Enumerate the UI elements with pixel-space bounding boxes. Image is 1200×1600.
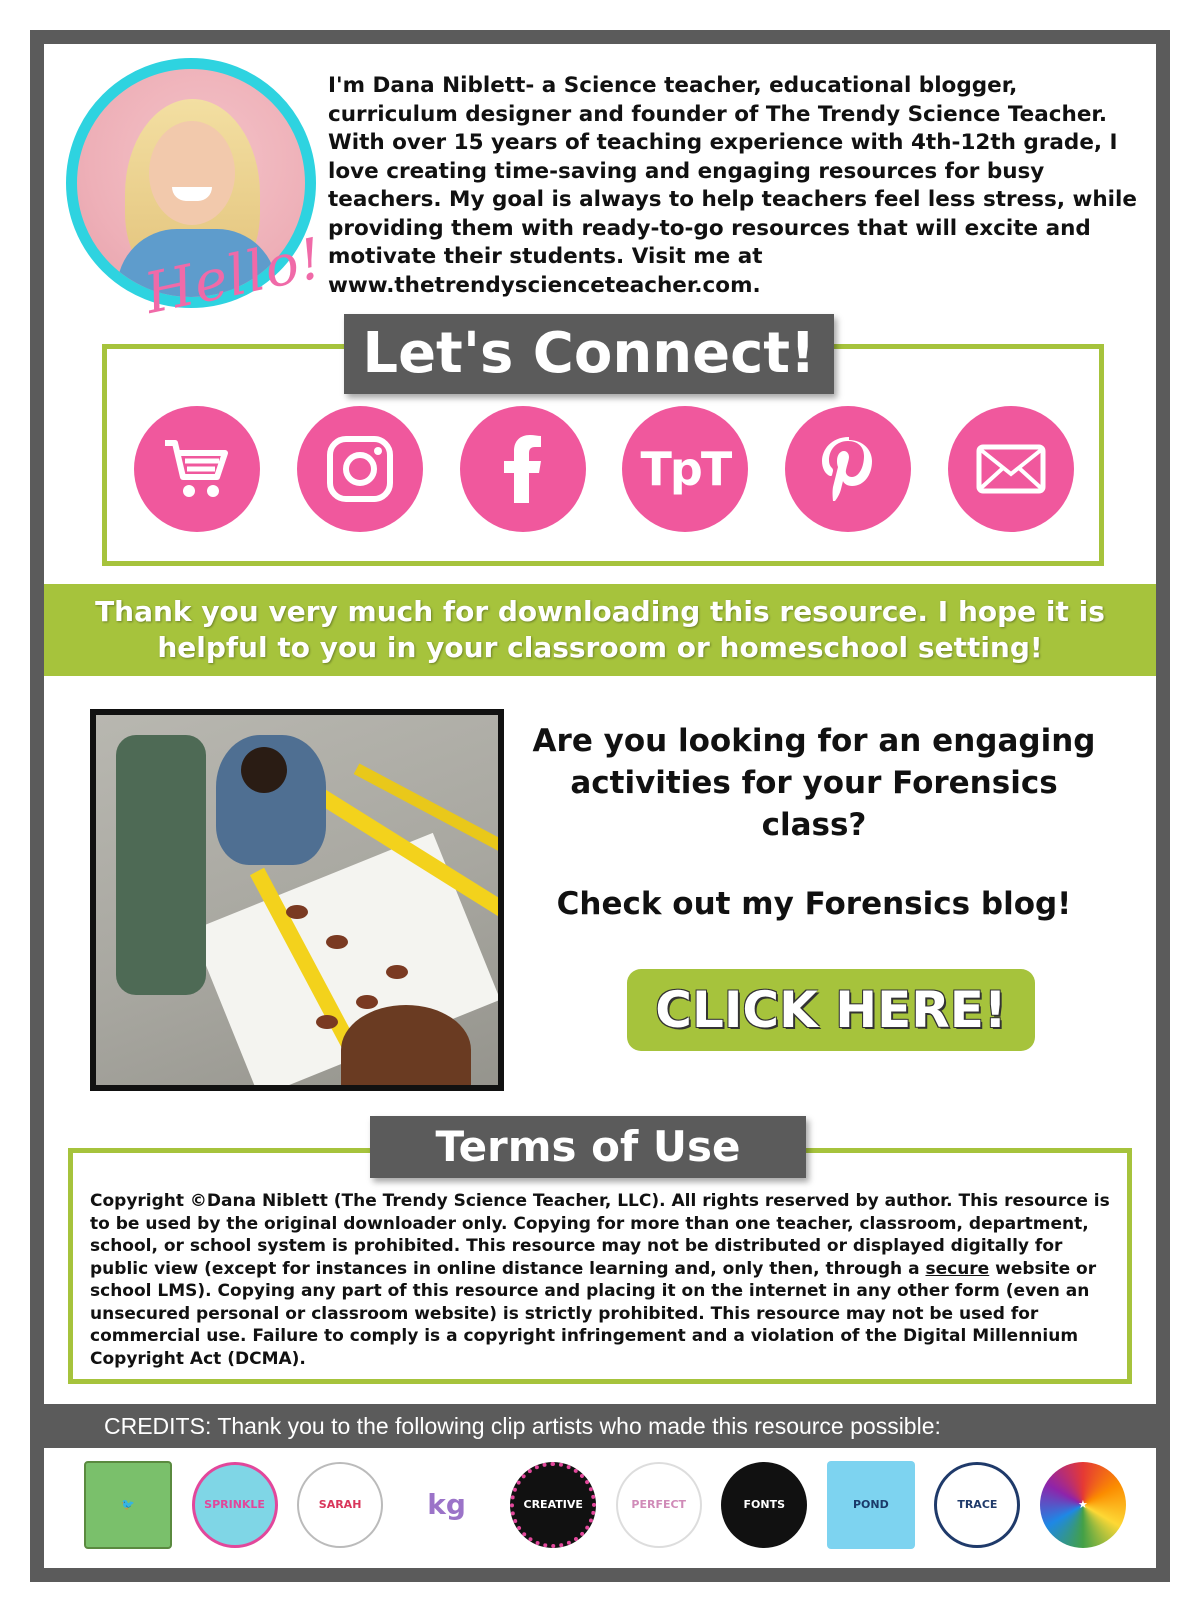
photo-specimen [316, 1015, 338, 1029]
credit-logos [84, 1448, 1126, 1562]
sprinkle-logo: SPRINKLE [192, 1462, 278, 1548]
tpt-icon[interactable]: TpT [622, 406, 748, 532]
perfect-blend-logo: PERFECT [616, 1462, 702, 1548]
photo-specimen [386, 965, 408, 979]
credits-bar: CREDITS: Thank you to the following clip artists who made this resource possible: [44, 1404, 1156, 1448]
creative-clips-logo: CREATIVE [510, 1462, 596, 1548]
rainbow-logo: ★ [1040, 1462, 1126, 1548]
connect-title: Let's Connect! [344, 314, 834, 394]
forensics-photo [90, 709, 504, 1091]
page-frame [30, 30, 1170, 1582]
instagram-icon[interactable] [297, 406, 423, 532]
terms-text: Copyright ©Dana Niblett (The Trendy Science Teacher, LLC). All rights reserved by author. This resource is to be used by the original downloader only. Copying for more than one teacher, classroom, department, school, or school system is prohibited. This resource may not be distributed or displayed digitally for public view (except for instances in online distance learning and, only then, through a secure website or school LMS). Copying any part of this resource and placing it on the internet in any other form (even an unsecured personal or classroom website) is strictly prohibited. This resource may not be used for commercial use. Failure to comply is a copyright infringement and a violation of the Digital Millennium Copyright Act (DCMA). [90, 1191, 1110, 1369]
fonts-logo: FONTS [721, 1462, 807, 1548]
terms-title: Terms of Use [370, 1116, 806, 1178]
promo-question: Are you looking for an engaging activities for your Forensics class? [532, 723, 1096, 843]
frog-pond-logo: POND [827, 1461, 915, 1549]
trace-logo: TRACE [934, 1462, 1020, 1548]
pinterest-icon[interactable] [785, 406, 911, 532]
promo-blog: Check out my Forensics blog! [556, 886, 1072, 922]
hello-script: Hello! [139, 225, 329, 328]
photo-leg [116, 735, 206, 995]
social-icons [134, 406, 1074, 532]
kg-fonts-logo: kg [403, 1461, 491, 1549]
thank-you-text: Thank you very much for downloading this resource. I hope it is helpful to you in your classroom or homeschool setting! [95, 595, 1105, 664]
photo-specimen [286, 905, 308, 919]
thank-you-banner [44, 584, 1156, 676]
photo-specimen [326, 935, 348, 949]
photo-specimen [356, 995, 378, 1009]
secure-word: secure [925, 1258, 990, 1279]
sarah-pecorino-logo: SARAH [297, 1462, 383, 1548]
author-bio: I'm Dana Niblett- a Science teacher, educational blogger, curriculum designer and founder of The Trendy Science Teacher. With over 15 years of teaching experience with 4th-12th grade, I love creating time-saving and engaging resources for busy teachers. My goal is always to help teachers feel less stress, while providing them with ready-to-go resources that will excite and motivate their students. Visit me at www.thetrendyscienceteacher.com. [328, 73, 1137, 298]
facebook-icon[interactable] [460, 406, 586, 532]
click-here-button[interactable]: CLICK HERE! [627, 969, 1035, 1051]
photo-face [149, 121, 235, 225]
mail-icon[interactable] [948, 406, 1074, 532]
photo-head [241, 747, 287, 793]
photo-child [341, 1005, 471, 1091]
painted-crow-logo: 🐦 [84, 1461, 172, 1549]
cart-icon[interactable] [134, 406, 260, 532]
